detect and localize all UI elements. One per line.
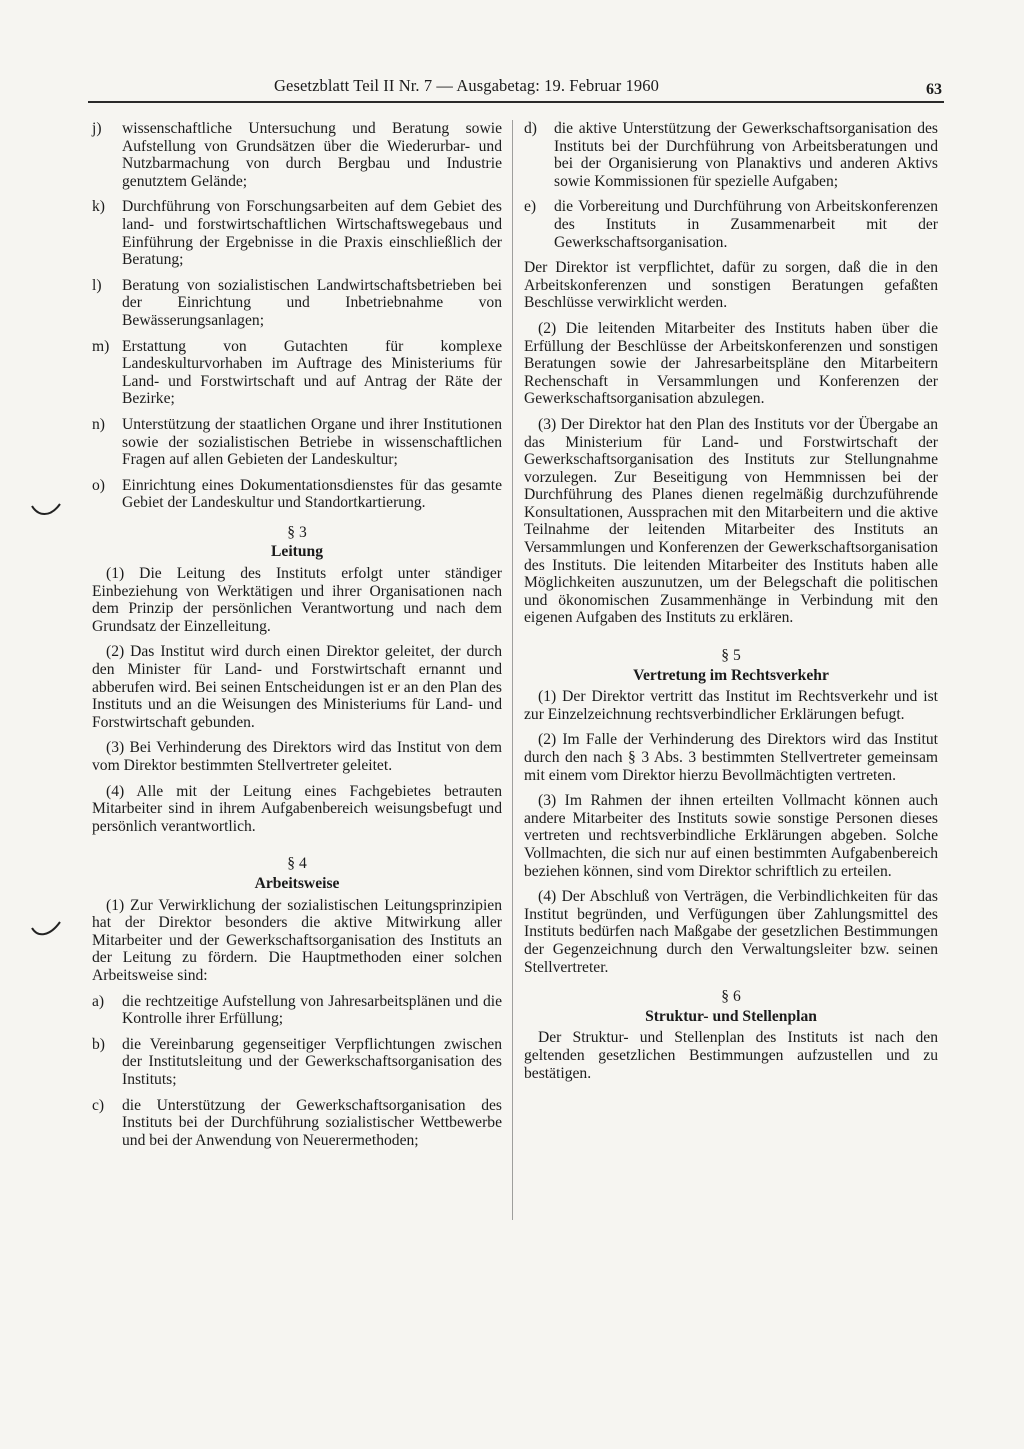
item-text: die Unterstützung der Gewerkschaftsorganisation des Instituts bei der Durchführung sozialistischer Wettbewerbe und bei der Anwendung von Neuerermethoden; [122, 1096, 502, 1149]
margin-check-mark-lower [28, 920, 64, 942]
item-text: Unterstützung der staatlichen Organe und ihrer Institutionen sowie der sozialistischen Betriebe in wissenschaftlichen Fragen auf allen Gebieten der Landeskultur; [122, 415, 502, 469]
item-label: o) [92, 476, 105, 494]
item-label: j) [92, 120, 102, 137]
section-5-paragraph: (2) Im Falle der Verhinderung des Direktors wird das Institut durch den nach § 3 Abs. 3 bestimmten Stellvertreter gemeinsam mit einem vom Direktor hierzu Bevollmächtigten vertreten. [524, 731, 938, 784]
list-item [92, 277, 502, 330]
section-5-number: § 5 [721, 647, 741, 665]
list-item [524, 198, 938, 251]
item-text: Durchführung von Forschungsarbeiten auf dem Gebiet des land- und forstwirtschaftlichen Wirtschaftswegebaus und Einführung der Ergebnisse in die Praxis einschließlich der Beratung; [122, 198, 502, 269]
section-5-paragraph: (1) Der Direktor vertritt das Institut im Rechtsverkehr und ist zur Einzelzeichnung rechtsverbindlicher Erklärungen befugt. [524, 688, 938, 723]
item-text: Erstattung von Gutachten für komplexe Landeskulturvorhaben im Auftrage des Ministeriums für Land- und Forstwirtschaft und auf Antrag der Räte der Bezirke; [122, 337, 502, 408]
list-item [92, 477, 502, 512]
section-6-paragraph: Der Struktur- und Stellenplan des Instituts ist nach den geltenden gesetzlichen Bestimmungen aufzustellen und zu bestätigen. [524, 1029, 938, 1082]
list-item [92, 993, 502, 1028]
section-6-number: § 6 [721, 988, 741, 1006]
list-item [524, 120, 938, 190]
section-4-intro: (1) Zur Verwirklichung der sozialistischen Leitungsprinzipien hat der Direktor besonders die aktive Mitwirkung aller Mitarbeiter und der Gewerkschaftsorganisation des Instituts an der Leitung zu fördern. Die Hauptmethoden einer solchen Arbeitsweise sind: [92, 896, 502, 984]
column-divider [512, 120, 513, 1220]
enumerated-list-top [92, 120, 502, 512]
section-3-paragraph: (3) Bei Verhinderung des Direktors wird das Institut von dem vom Direktor bestimmten Stellvertreter geleitet. [92, 739, 502, 774]
item-text: die rechtzeitige Aufstellung von Jahresarbeitsplänen und die Kontrolle ihrer Erfüllung; [122, 992, 502, 1028]
item-label: m) [92, 337, 110, 355]
left-column [92, 120, 502, 1157]
section-4-number: § 4 [287, 855, 307, 873]
list-item [92, 198, 502, 268]
section-6-title: Struktur- und Stellenplan [645, 1007, 817, 1025]
section-3-paragraph: (1) Die Leitung des Instituts erfolgt unter ständiger Einbeziehung von Werktätigen und ihrer Organisationen nach dem Prinzip der persönlichen Verantwortung und nach dem Grundsatz der Einzelleitung. [92, 565, 502, 635]
item-label: d) [524, 120, 537, 137]
item-text: die aktive Unterstützung der Gewerkschaftsorganisation des Instituts bei der Durchführung von Arbeitsberatungen und bei der Organisierung von Planaktivs und anderen Aktivs sowie Kommissionen für spezielle Aufgaben; [554, 120, 938, 190]
item-text: die Vereinbarung gegenseitiger Verpflichtungen zwischen der Institutsleitung und der Gewerkschaftsorganisation des Instituts; [122, 1035, 502, 1088]
item-label: k) [92, 198, 105, 216]
margin-check-mark-upper [28, 500, 64, 522]
list-item [92, 1036, 502, 1089]
section-5-paragraph: (3) Im Rahmen der ihnen erteilten Vollmacht können auch andere Mitarbeiter des Instituts sowie sonstige Personen dieses vertreten und rechtsverbindliche Erklärungen abgeben. Solche Vollmachten, die sich nur auf einen bestimmten Aufgabenbereich beziehen können, sind vom Direktor schriftlich zu erteilen. [524, 792, 938, 880]
list-item [92, 120, 502, 190]
right-column [524, 120, 938, 1090]
item-label: e) [524, 198, 537, 216]
section-4-title: Arbeitsweise [254, 874, 340, 892]
item-label: a) [92, 992, 105, 1010]
list-item [92, 338, 502, 408]
list-item [92, 416, 502, 469]
gazette-title: Gesetzblatt Teil II Nr. 7 — Ausgabetag: 19. Februar 1960 [274, 76, 659, 95]
section-4-paragraph: (3) Der Direktor hat den Plan des Instituts vor der Übergabe an das Ministerium für Land- und Forstwirtschaft der Gewerkschaftsorganisation des Instituts zur Stellungnahme vorzulegen. Zur Beseitigung von Hemmnissen bei der Durchführung des Planes dienen regelmäßig durchzuführende Konsultationen, Aussprachen mit den Mitarbeitern und die aktive Teilnahme der leitenden Mitarbeiter des Instituts an Versammlungen und Konferenzen der Gewerkschaftsorganisation des Instituts. Die leitenden Mitarbeiter des Instituts haben alle Möglichkeiten auszunutzen, um der Belegschaft die politischen und ökonomischen Zusammenhänge in Verbindung mit den eigenen Aufgaben des Instituts zu erklären. [524, 415, 938, 627]
item-label: n) [92, 415, 105, 433]
section-3-title: Leitung [271, 543, 323, 561]
section-5-paragraph: (4) Der Abschluß von Verträgen, die Verbindlichkeiten für das Institut begründen, und Verfügungen über Zahlungsmittel des Instituts bedürfen nach Maßgabe der gesetzlichen Bestimmungen der Gegenzeichnung durch den Verwaltungsleiter bzw. seinen Stellvertreter. [524, 888, 938, 976]
item-label: c) [92, 1096, 105, 1114]
list-item [92, 1097, 502, 1150]
item-text: Einrichtung eines Dokumentationsdienstes für das gesamte Gebiet der Landeskultur und Standortkartierung. [122, 476, 502, 512]
item-label: b) [92, 1035, 105, 1053]
page-number: 63 [926, 81, 942, 98]
section-3-paragraph: (2) Das Institut wird durch einen Direktor geleitet, der durch den Minister für Land- und Forstwirtschaft ernannt und abberufen wird. Bei seinen Entscheidungen ist er an den Plan des Instituts und an die Weisungen des Ministeriums für Land- und Forstwirtschaft gebunden. [92, 643, 502, 731]
section-5-title: Vertretung im Rechtsverkehr [633, 666, 829, 684]
item-text: wissenschaftliche Untersuchung und Beratung sowie Aufstellung von Grundsätzen über die Wiederurbar- und Nutzbarmachung von durch Bergbau und Industrie genutztem Gelände; [122, 120, 502, 190]
section-3-number: § 3 [287, 523, 307, 541]
header-rule [88, 101, 944, 103]
section-4-paragraph: Der Direktor ist verpflichtet, dafür zu sorgen, daß die in den Arbeitskonferenzen und sonstigen Beratungen gefaßten Beschlüsse verwirklicht werden. [524, 259, 938, 312]
section-3-paragraph: (4) Alle mit der Leitung eines Fachgebietes betrauten Mitarbeiter sind in ihrem Aufgabenbereich weisungsbefugt und persönlich verantwortlich. [92, 782, 502, 835]
section-4-paragraph: (2) Die leitenden Mitarbeiter des Instituts haben über die Erfüllung der Beschlüsse der Arbeitskonferenzen und sonstigen Beratungen sowie der Jahresarbeitspläne den Mitarbeitern Rechenschaft in Versammlungen und Konferenzen der Gewerkschaftsorganisation abzulegen. [524, 319, 938, 408]
item-text: die Vorbereitung und Durchführung von Arbeitskonferenzen des Instituts in Zusammenarbeit mit der Gewerkschaftsorganisation. [554, 198, 938, 251]
item-label: l) [92, 276, 102, 294]
item-text: Beratung von sozialistischen Landwirtschaftsbetrieben bei der Einrichtung und Inbetriebnahme von Bewässerungsanlagen; [122, 276, 502, 329]
